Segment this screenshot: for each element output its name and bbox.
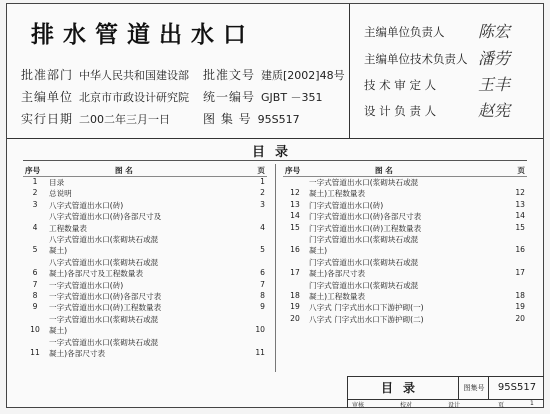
entry-number: 10 (30, 325, 40, 335)
toc-entry (283, 223, 527, 234)
entry-number: 20 (290, 313, 300, 323)
cover-header (7, 4, 543, 139)
handwritten-signature: 陈宏 (478, 22, 511, 41)
toc-entry (23, 177, 267, 188)
entry-number: 12 (290, 188, 300, 198)
signature-row: 主编单位技术负责人 潘劳 (364, 51, 468, 67)
entry-number: 13 (290, 199, 300, 209)
entry-page: 18 (515, 290, 525, 300)
handwritten-signature: 潘劳 (478, 49, 511, 68)
drawing-sheet (6, 3, 544, 408)
toc-entry (283, 314, 527, 325)
entry-page: 7 (260, 279, 265, 289)
toc-entry (23, 280, 267, 291)
entry-title: 凝土)各部尺寸及工程数量表 (49, 269, 144, 279)
entry-title: 凝土)工程数量表 (309, 291, 366, 301)
entry-number: 6 (32, 268, 38, 278)
entry-page: 19 (515, 302, 525, 312)
title-block-signoff: 审核 校对 设计 页 1 (348, 399, 544, 409)
toc-entry (23, 188, 267, 199)
title-block-title: 目录 (348, 377, 459, 399)
entry-number: 5 (32, 245, 38, 255)
entry-page: 14 (515, 211, 525, 221)
entry-number: 4 (32, 222, 38, 232)
handwritten-signature: 赵宪 (478, 101, 511, 120)
entry-number: 15 (290, 222, 300, 232)
toc-entry (283, 302, 527, 313)
toc-entry (283, 211, 527, 222)
entry-page: 12 (515, 188, 525, 198)
handwritten-signature: 王丰 (478, 75, 511, 94)
toc-entry (283, 234, 527, 257)
entry-number: 17 (290, 268, 300, 278)
entry-title: 八字式管道出水口(浆砌块石或混 (49, 234, 159, 244)
unified-number: 统一编号 GJBT －351 (203, 90, 323, 104)
entry-title: 凝土) (49, 326, 68, 336)
entry-title: 八字式管道出水口(砖)各部尺寸及 (49, 212, 162, 222)
entry-page: 1 (260, 177, 265, 186)
toc-entry (23, 257, 267, 280)
entry-title: 一字式管道出水口(砖)工程数量表 (49, 303, 162, 313)
entry-title: 凝土)各部尺寸表 (49, 348, 106, 358)
entry-page: 2 (260, 188, 265, 198)
toc-column-left (23, 164, 267, 359)
toc-column-header: 序号 图 名 页 (25, 166, 265, 175)
entry-title: 八字式 门字式出水口下游护砌(二) (309, 314, 424, 324)
signature-block (349, 4, 544, 138)
toc-entry (23, 291, 267, 302)
entry-page: 13 (515, 199, 525, 209)
entry-number: 3 (32, 199, 38, 209)
entry-page: 4 (260, 222, 265, 232)
signature-row: 技 术 审 定 人 王丰 (364, 77, 436, 93)
entry-page: 10 (255, 325, 265, 335)
entry-title: 目录 (49, 178, 65, 187)
entry-page: 8 (260, 290, 265, 300)
toc-entry (23, 337, 267, 360)
entry-page: 15 (515, 222, 525, 232)
title-block-set-value: 95S517 (497, 382, 537, 393)
entry-number: 9 (32, 302, 38, 312)
entry-number: 19 (290, 302, 300, 312)
toc-entry (23, 200, 267, 211)
entry-page: 16 (515, 245, 525, 255)
entry-number: 14 (290, 211, 300, 221)
entry-page: 6 (260, 268, 265, 278)
entry-title: 工程数量表 (49, 223, 87, 233)
entry-title: 凝土) (309, 246, 328, 256)
toc-entry (283, 200, 527, 211)
entry-page: 11 (255, 347, 265, 357)
title-block-set-label: 图集号 (460, 377, 489, 399)
entry-title: 八字式管道出水口(浆砌块石或混 (49, 257, 159, 267)
toc-entry (23, 302, 267, 313)
atlas-number: 图 集 号 95S517 (203, 112, 300, 126)
entry-title: 凝土)工程数量表 (309, 189, 366, 199)
entry-page: 17 (515, 268, 525, 278)
approval-number: 批准文号 建质[2002]48号 (203, 68, 345, 82)
toc-entry (283, 257, 527, 280)
entry-title: 门字式管道出水口(浆砌块石或混 (309, 257, 419, 267)
entry-title: 总说明 (49, 189, 72, 199)
toc-entry (23, 234, 267, 257)
effective-date: 实行日期 二00二年三月一日 (21, 112, 171, 126)
column-divider (275, 164, 276, 372)
entry-title: 凝土)各部尺寸表 (309, 269, 366, 279)
approval-dept: 批准部门 中华人民共和国建设部 (21, 68, 190, 82)
entry-page: 20 (515, 313, 525, 323)
entry-number: 1 (32, 177, 38, 186)
entry-title: 一字式管道出水口(砖)各部尺寸表 (49, 291, 162, 301)
entry-number: 8 (32, 290, 38, 300)
toc-column-right (283, 164, 527, 325)
toc-entry (283, 177, 527, 200)
atlas-title: 排水管道出水口 (31, 22, 255, 48)
toc-entry (23, 211, 267, 234)
entry-page: 3 (260, 199, 265, 209)
signature-row: 主编单位负责人 陈宏 (364, 24, 445, 40)
entry-title: 一字式管道出水口(砖) (49, 280, 124, 290)
entry-title: 门字式管道出水口(浆砌块石或混 (309, 234, 419, 244)
entry-title: 门字式管道出水口(浆砌块石或混 (309, 280, 419, 290)
entry-number: 18 (290, 290, 300, 300)
entry-title: 一字式管道出水口(浆砌块石或混 (309, 178, 419, 187)
entry-title: 凝土) (49, 246, 68, 256)
toc-entry (283, 280, 527, 303)
title-block (347, 376, 544, 408)
approval-info (7, 4, 349, 138)
entry-number: 16 (290, 245, 300, 255)
toc-title: 目录 (251, 145, 298, 160)
chief-editor-unit: 主编单位 北京市市政设计研究院 (21, 90, 190, 104)
entry-title: 一字式管道出水口(浆砌块石或混 (49, 314, 159, 324)
entry-title: 门字式管道出水口(砖)工程数量表 (309, 223, 422, 233)
toc-entry (23, 314, 267, 337)
entry-title: 一字式管道出水口(浆砌块石或混 (49, 337, 159, 347)
entry-title: 八字式 门字式出水口下游护砌(一) (309, 303, 424, 313)
entry-number: 2 (32, 188, 38, 198)
entry-number: 11 (30, 347, 40, 357)
entry-title: 八字式管道出水口(砖) (49, 200, 124, 210)
entry-page: 9 (260, 302, 265, 312)
entry-page: 5 (260, 245, 265, 255)
entry-title: 门字式管道出水口(砖) (309, 200, 384, 210)
toc-rule (23, 160, 527, 161)
signature-row: 设 计 负 责 人 赵宪 (364, 103, 436, 119)
toc-column-header: 序号 图 名 页 (285, 166, 525, 175)
entry-title: 门字式管道出水口(砖)各部尺寸表 (309, 212, 422, 222)
entry-number: 7 (32, 279, 38, 289)
